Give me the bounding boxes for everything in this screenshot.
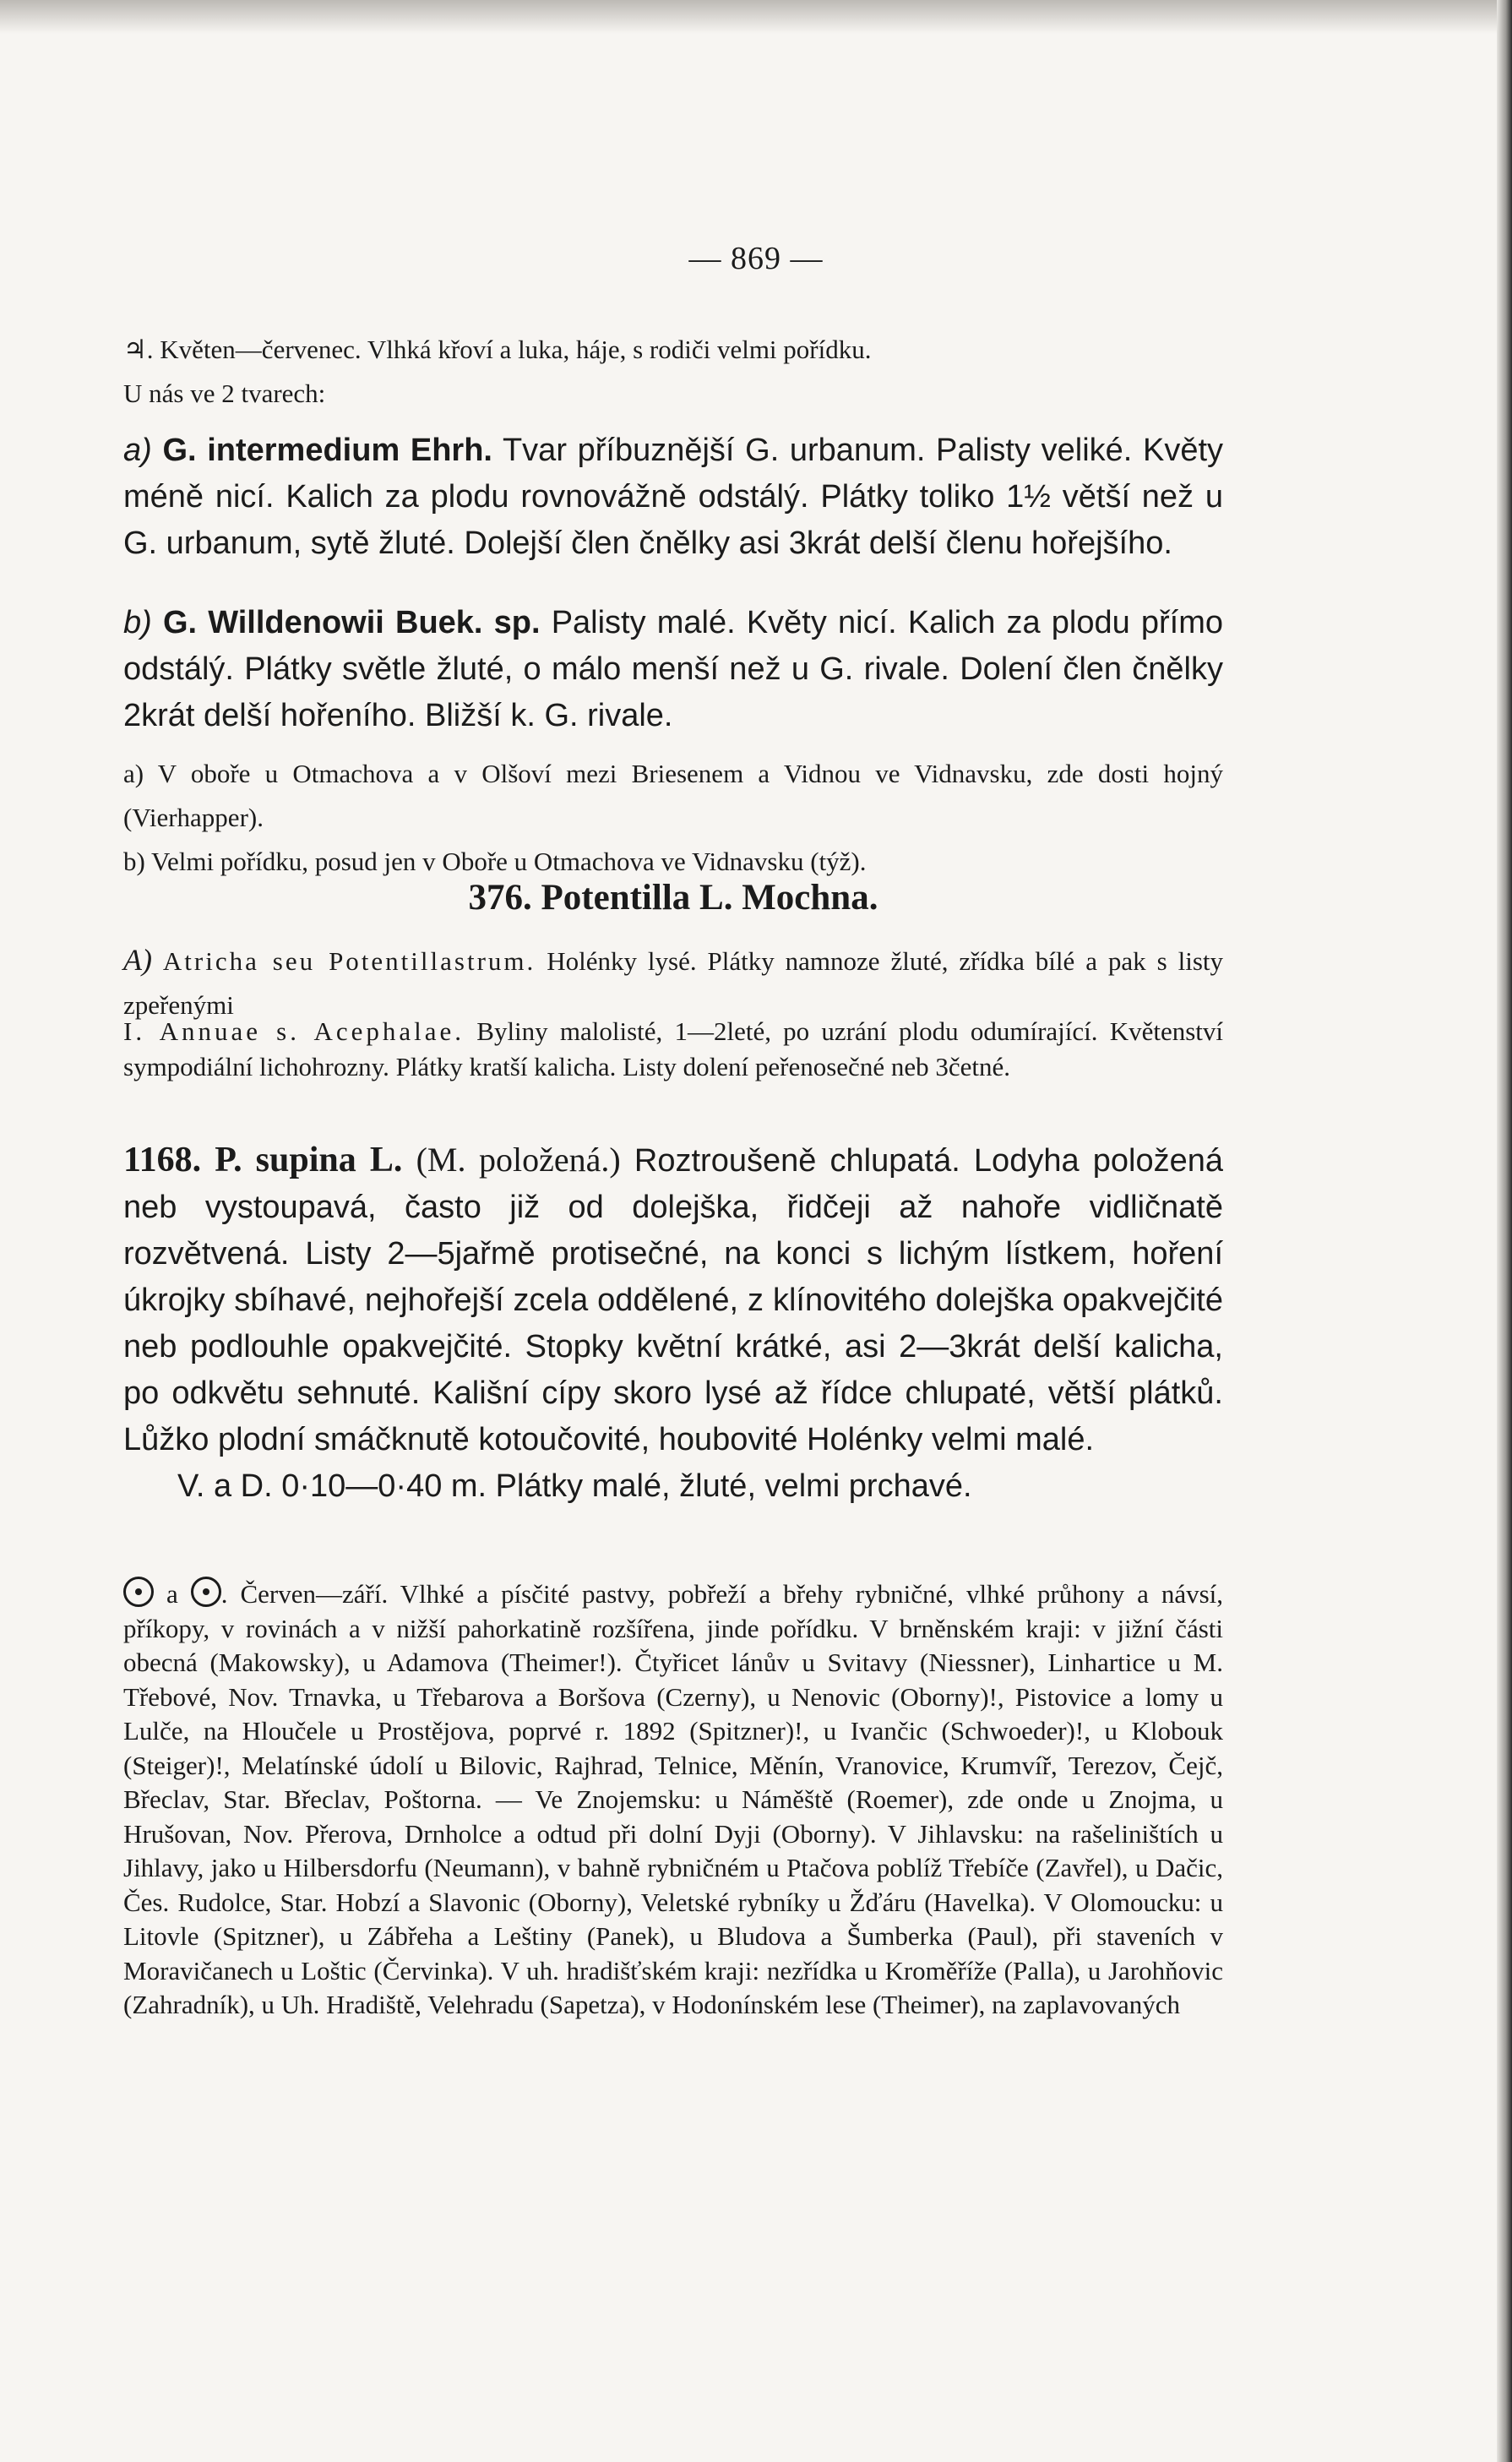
intro-block — [123, 328, 1223, 416]
distribution-block: a . Červen—září. Vlhké a písčité pastvy, pobřeží a břehy rybničné, vlhké průhony a návsí, příkopy, v rovinách a v nižší pahorkatině rozšířena, jinde pořídku. V brněnském kraji: v jižní části obecná (Makowsky), u Adamova (Theimer!). Čtyřicet lánův u Svitavy (Niessner), Linhartice u M. Třebové, Nov. Trnavka, u Třebarova a Boršova (Czerny), u Nenovic (Oborny)!, Pistovice a lomy u Lulče, na Hloučele u Prostějova, poprvé r. 1892 (Spitzner)!, u Ivančic (Schwoeder)!, u Klobouk (Steiger)!, Melatínské údolí u Bilovic, Rajhrad, Telnice, Měnín, Vranovice, Krumvíř, Terezov, Čejč, Břeclav, Star. Břeclav, Poštorna. — Ve Znojemsku: u Náměště (Roemer), zde onde u Znojma, u Hrušovan, Nov. Přerova, Drnholce a odtud při dolní Dyji (Oborny). V Jihlavsku: na rašeliništích u Jihlavy, jako u Hilbersdorfu (Neumann), v bahně rybničném u Ptačova poblíž Třebíče (Zavřel), u Dačic, Čes. Rudolce, Star. Hobzí a Slavonic (Oborny), Veletské rybníky u Žďáru (Havelka). V Olomoucku: u Litovle (Spitzner), u Zábřeha a Leštiny (Panek), u Bludova a Šumberka (Paul), při staveních v Moravičanech u Loštic (Červinka). V uh. hradišťském kraji: nezřídka u Kroměříže (Palla), u Jarohňovic (Zahradník), u Uh. Hradiště, Velehradu (Sapetza), v Hodonínském lese (Theimer), na zaplavovaných — [123, 1577, 1223, 2023]
species-block — [123, 1136, 1223, 1510]
symbol-conjunction: a — [166, 1579, 178, 1609]
page-number: — 869 — — [688, 241, 824, 276]
section-i-title: I. Annuae s. Acephalae. — [123, 1016, 465, 1046]
variant-a-marker: a) — [123, 433, 152, 468]
annual-symbol-icon — [123, 1577, 154, 1607]
variant-a-text: Tvar příbuznější G. urbanum. Palisty veliké. Květy méně nicí. Kalich za plodu rovnovážně odstálý. Plátky toliko 1½ větší než u G. urbanum, sytě žluté. Dolejší člen čnělky asi 3krát delší členu hořejšího. — [123, 433, 1224, 561]
locality-b: b) Velmi pořídku, posud jen v Oboře u Otmachova ve Vidnavsku (týž). — [123, 847, 867, 876]
distribution-text: Červen—září. Vlhké a písčité pastvy, pobřeží a břehy rybničné, vlhké průhony a návsí, příkopy, v rovinách a v nižší pahorkatině rozšířena, jinde pořídku. V brněnském kraji: v jižní části obecná (Makowsky), u Adamova (Theimer!). Čtyřicet lánův u Svitavy (Niessner), Linhartice u M. Třebové, Nov. Trnavka, u Třebarova a Boršova (Czerny), u Nenovic (Oborny)!, Pistovice a lomy u Lulče, na Hloučele u Prostějova, poprvé r. 1892 (Spitzner)!, u Ivančic (Schwoeder)!, u Klobouk (Steiger)!, Melatínské údolí u Bilovic, Rajhrad, Telnice, Měnín, Vranovice, Krumvíř, Terezov, Čejč, Břeclav, Star. Břeclav, Poštorna. — Ve Znojemsku: u Náměště (Roemer), zde onde u Znojma, u Hrušovan, Nov. Přerova, Drnholce a odtud při dolní Dyji (Oborny). V Jihlavsku: na rašeliništích u Jihlavy, jako u Hilbersdorfu (Neumann), v bahně rybničném u Ptačova poblíž Třebíče (Zavřel), u Dačic, Čes. Rudolce, Star. Hobzí a Slavonic (Oborny), Veletské rybníky u Žďáru (Havelka). V Olomoucku: u Litovle (Spitzner), u Zábřeha a Leštiny (Panek), u Bludova a Šumberka (Paul), při staveních v Moravičanech u Loštic (Červinka). V uh. hradišťském kraji: nezřídka u Kroměříže (Palla), u Jarohňovic (Zahradník), u Uh. Hradiště, Velehradu (Sapetza), v Hodonínském lese (Theimer), na zaplavovaných — [123, 1579, 1224, 2019]
variant-b-marker: b) — [123, 605, 152, 640]
species-czech: (M. položená.) — [416, 1141, 621, 1179]
variant-b — [123, 600, 1223, 739]
species-number: 1168. P. supina L. — [123, 1141, 403, 1179]
intro-line-2: U nás ve 2 tvarech: — [123, 379, 326, 408]
locality-block — [123, 752, 1223, 884]
species-size: V. a D. 0·10—0·40 m. Plátky malé, žluté, velmi prchavé. — [177, 1468, 972, 1504]
scan-edge-top — [0, 0, 1512, 34]
locality-a: a) V oboře u Otmachova a v Olšoví mezi Briesenem a Vidnou ve Vidnavsku, zde dosti hojný (Vierhapper). — [123, 759, 1223, 832]
variant-b-name: G. Willdenowii Buek. sp. — [162, 605, 541, 640]
variant-a — [123, 428, 1223, 567]
genus-heading: 376. Potentilla L. Mochna. — [468, 878, 878, 918]
scan-edge-right — [1497, 0, 1512, 2462]
section-a-text: Holénky lysé. Plátky namnoze žluté, zřídka bílé a pak s listy zpeřenými — [123, 946, 1224, 1020]
section-a-title: Atricha seu Potentillastrum. — [162, 946, 536, 976]
species-description: Roztroušeně chlupatá. Lodyha položená neb vystoupavá, často již od dolejška, řidčeji až nahoře vidličnatě rozvětvená. Listy 2—5jařmě protisečné, na konci s lichým lístkem, hoření úkrojky sbíhavé, nejhořejší zcela oddělené, z klínovitého dolejška opakvejčité neb podlouhle opakvejčité. Stopky květní krátké, asi 2—3krát delší kalicha, po odkvětu sehnuté. Kališní cípy skoro lysé až řídce chlupaté, větší plátků. Lůžko plodní smáčknutě kotoučovité, houbovité Holénky velmi malé. — [123, 1143, 1223, 1457]
section-a-marker: A) — [123, 943, 152, 977]
variant-b-text: Palisty malé. Květy nicí. Kalich za plodu přímo odstálý. Plátky světle žluté, o málo menší než u G. rivale. Dolení člen čnělky 2krát delší hořeního. Bližší k. G. rivale. — [123, 605, 1224, 733]
section-i-text: Byliny malolisté, 1—2leté, po uzrání plodu odumírající. Květenství sympodiální lichohrozny. Plátky kratší kalicha. Listy dolení peřenosečné neb 3četné. — [123, 1016, 1224, 1081]
section-i — [123, 1014, 1223, 1085]
variant-a-name: G. intermedium Ehrh. — [162, 433, 492, 468]
biennial-symbol-icon — [191, 1577, 221, 1607]
intro-line-1: ♃. Květen—červenec. Vlhká křoví a luka, háje, s rodiči velmi pořídku. — [123, 335, 872, 364]
